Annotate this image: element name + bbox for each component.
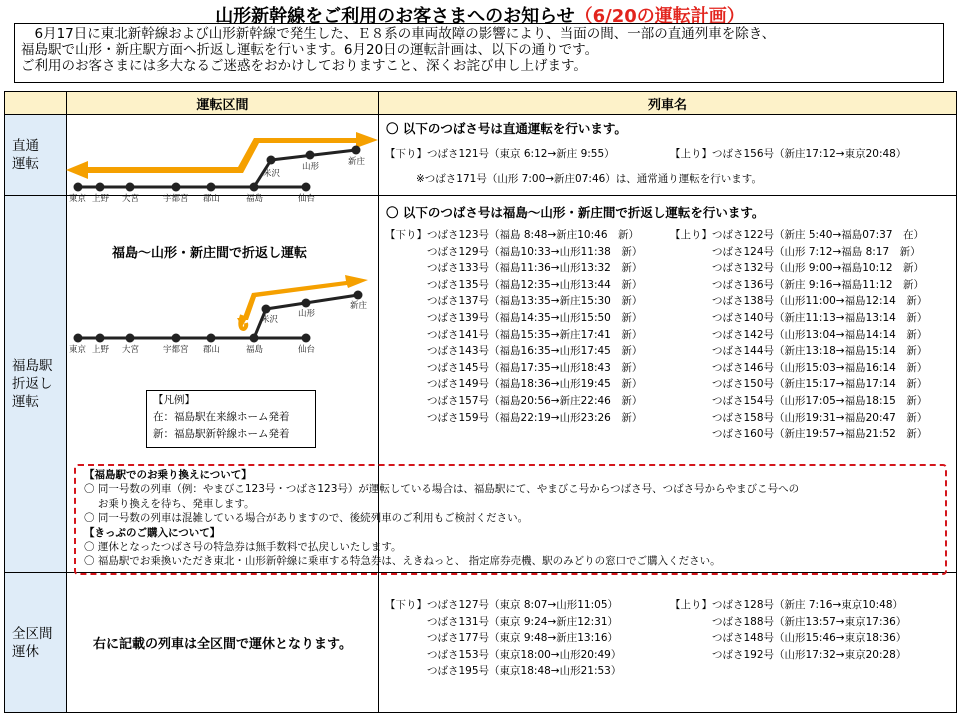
train-entry: つばさ150号（新庄15:17→福島17:14 新） bbox=[712, 378, 928, 391]
train-entry: つばさ138号（山形11:00→福島12:14 新） bbox=[712, 295, 928, 308]
station-ueno: 上野 bbox=[92, 194, 110, 204]
cancel-up-label: 【上り】 bbox=[670, 599, 712, 611]
train-entry: つばさ131号（東京 9:24→新庄12:31） bbox=[427, 615, 619, 628]
train-entry: つばさ137号（福島13:35→新庄15:30 新） bbox=[427, 295, 643, 308]
station-sendai: 仙台 bbox=[298, 194, 316, 204]
train-entry: つばさ146号（山形15:03→福島16:14 新） bbox=[712, 361, 928, 374]
legend-item: 在：福島駅在来線ホーム発着 bbox=[153, 411, 290, 423]
turnback-up-label: 【上り】 bbox=[670, 229, 712, 241]
station-fukushima: 福島 bbox=[246, 345, 264, 355]
notice-line: 〇 福島駅でお乗換いただき東北・山形新幹線に乗車する特急券は、えきねっと、 指定席券売機、駅のみどりの窓口でご購入ください。 bbox=[84, 555, 721, 568]
turnback-heading: 〇 以下のつばさ号は福島～山形・新庄間で折返し運転を行います。 bbox=[386, 205, 765, 220]
station-yonezawa: 米沢 bbox=[263, 169, 281, 179]
intro-line: 6月17日に東北新幹線および山形新幹線で発生した、Ｅ８系の車両故障の影響により、当面の間、一部の直通列車を除き、 bbox=[34, 26, 776, 42]
station-tokyo: 東京 bbox=[69, 345, 87, 355]
station-ueno: 上野 bbox=[92, 345, 110, 355]
train-entry: つばさ133号（福島11:36→山形13:32 新） bbox=[427, 262, 643, 275]
turnback-down-label: 【下り】 bbox=[385, 229, 427, 241]
intro-box bbox=[14, 23, 944, 83]
train-entry: つばさ141号（福島15:35→新庄17:41 新） bbox=[427, 328, 643, 341]
direct-up-train: つばさ156号（新庄17:12→東京20:48） bbox=[712, 148, 907, 160]
notice-line: 〇 同一号数の列車（例：やまびこ123号・つばさ123号）が運転している場合は、福島駅にて、やまびこ号からつばさ号、つばさ号からやまびこ号への bbox=[84, 483, 800, 496]
station-koriyama: 郡山 bbox=[203, 345, 221, 355]
cancel-message: 右に記載の列車は全区間で運休となります。 bbox=[93, 637, 352, 652]
train-entry: つばさ153号（東京18:00→山形20:49） bbox=[427, 648, 622, 661]
station-utsunomiya: 宇都宮 bbox=[163, 345, 189, 355]
station-shinjo: 新庄 bbox=[350, 301, 368, 311]
cancel-down-list bbox=[427, 597, 621, 680]
train-entry: つばさ142号（山形13:04→福島14:14 新） bbox=[712, 328, 928, 341]
header-section: 運転区間 bbox=[67, 92, 379, 115]
train-entry: つばさ157号（福島20:56→新庄22:46 新） bbox=[427, 394, 643, 407]
intro-line: ご利用のお客さまには多大なるご迷惑をおかけしておりますこと、深くお詫び申し上げます。 bbox=[21, 58, 587, 74]
turnback-diagram-title: 福島～山形・新庄間で折返し運転 bbox=[112, 246, 308, 261]
intro-line: 福島駅で山形・新庄駅方面へ折返し運転を行います。6月20日の運転計画は、以下の通りです。 bbox=[21, 42, 599, 58]
train-entry: つばさ177号（東京 9:48→新庄13:16） bbox=[427, 632, 619, 645]
legend-title: 【凡例】 bbox=[153, 394, 195, 406]
direct-note: ※つばさ171号（山形 7:00→新庄07:46）は、通常通り運転を行います。 bbox=[416, 173, 762, 185]
train-entry: つばさ140号（新庄11:13→福島13:14 新） bbox=[712, 311, 928, 324]
train-entry: つばさ188号（新庄13:57→東京17:36） bbox=[712, 615, 907, 628]
train-entry: つばさ129号（福島10:33→山形11:38 新） bbox=[427, 245, 643, 258]
station-yamagata: 山形 bbox=[298, 309, 316, 319]
train-entry: つばさ192号（山形17:32→東京20:28） bbox=[712, 648, 907, 661]
train-entry: つばさ143号（福島16:35→山形17:45 新） bbox=[427, 345, 643, 358]
direct-heading: 〇 以下のつばさ号は直通運転を行います。 bbox=[386, 121, 627, 136]
station-fukushima: 福島 bbox=[246, 194, 264, 204]
row-label-direct: 直通 運転 bbox=[5, 115, 67, 196]
train-entry: つばさ135号（福島12:35→山形13:44 新） bbox=[427, 278, 643, 291]
turnback-route-diagram bbox=[66, 265, 378, 365]
train-entry: つばさ159号（福島22:19→山形23:26 新） bbox=[427, 411, 643, 424]
cancel-message-cell bbox=[67, 573, 379, 713]
transfer-title: 【福島駅でのお乗り換えについて】 bbox=[84, 469, 252, 481]
header-corner bbox=[5, 92, 67, 115]
header-trains: 列車名 bbox=[379, 92, 957, 115]
direct-down-train: つばさ121号（東京 6:12→新庄 9:55） bbox=[427, 148, 615, 160]
legend-box bbox=[146, 390, 316, 448]
direct-down-label: 【下り】 bbox=[385, 148, 427, 160]
notice-line: 〇 運休となったつばさ号の特急券は無手数料で払戻しいたします。 bbox=[84, 541, 402, 554]
station-koriyama: 郡山 bbox=[203, 194, 221, 204]
cancel-down-label: 【下り】 bbox=[385, 599, 427, 611]
cancel-up-list bbox=[712, 597, 906, 663]
notice-line: 〇 同一号数の列車は混雑している場合がありますので、後続列車のご利用もご検討ください。 bbox=[84, 512, 529, 525]
train-entry: つばさ145号（福島17:35→山形18:43 新） bbox=[427, 361, 643, 374]
train-entry: つばさ136号（新庄 9:16→福島11:12 新） bbox=[712, 278, 925, 291]
title-main: 山形新幹線をご利用のお客さまへのお知らせ bbox=[215, 6, 575, 27]
train-entry: つばさ124号（山形 7:12→福島 8:17 新） bbox=[712, 245, 921, 258]
train-entry: つばさ149号（福島18:36→山形19:45 新） bbox=[427, 378, 643, 391]
train-entry: つばさ160号（新庄19:57→福島21:52 新） bbox=[712, 428, 928, 441]
train-entry: つばさ195号（東京18:48→山形21:53） bbox=[427, 665, 622, 678]
row-label-cancel: 全区間 運休 bbox=[5, 573, 67, 713]
ticket-title: 【きっぷのご購入について】 bbox=[84, 526, 221, 539]
transfer-notice-box bbox=[74, 464, 947, 575]
train-entry: つばさ128号（新庄 7:16→東京10:48） bbox=[712, 599, 904, 611]
turnback-up-list bbox=[712, 227, 927, 443]
station-utsunomiya: 宇都宮 bbox=[163, 194, 189, 204]
direct-route-diagram bbox=[66, 114, 378, 204]
direct-up-label: 【上り】 bbox=[670, 148, 712, 160]
station-omiya: 大宮 bbox=[122, 194, 140, 204]
train-entry: つばさ139号（福島14:35→山形15:50 新） bbox=[427, 311, 643, 324]
notice-line: お乗り換えを待ち、発車します。 bbox=[84, 497, 255, 510]
train-entry: つばさ148号（山形15:46→東京18:36） bbox=[712, 632, 907, 645]
turnback-down-list bbox=[427, 227, 642, 426]
station-sendai: 仙台 bbox=[298, 345, 316, 355]
train-entry: つばさ158号（山形19:31→福島20:47 新） bbox=[712, 411, 928, 424]
station-omiya: 大宮 bbox=[122, 345, 140, 355]
station-tokyo: 東京 bbox=[69, 194, 87, 204]
direct-arrow bbox=[66, 132, 378, 179]
station-shinjo: 新庄 bbox=[348, 157, 366, 167]
legend-item: 新：福島駅新幹線ホーム発着 bbox=[153, 428, 290, 440]
train-entry: つばさ122号（新庄 5:40→福島07:37 在） bbox=[712, 229, 925, 241]
station-yonezawa: 米沢 bbox=[261, 315, 279, 325]
station-yamagata: 山形 bbox=[302, 162, 320, 172]
train-entry: つばさ123号（福島 8:48→新庄10:46 新） bbox=[427, 229, 640, 241]
train-entry: つばさ127号（東京 8:07→山形11:05） bbox=[427, 599, 619, 611]
train-entry: つばさ144号（新庄13:18→福島15:14 新） bbox=[712, 345, 928, 358]
train-entry: つばさ154号（山形17:05→福島18:15 新） bbox=[712, 394, 928, 407]
train-entry: つばさ132号（山形 9:00→福島10:12 新） bbox=[712, 262, 925, 275]
row-label-turnback: 福島駅 折返し 運転 bbox=[5, 196, 67, 573]
title-date: （6/20の運転計画） bbox=[574, 6, 745, 27]
